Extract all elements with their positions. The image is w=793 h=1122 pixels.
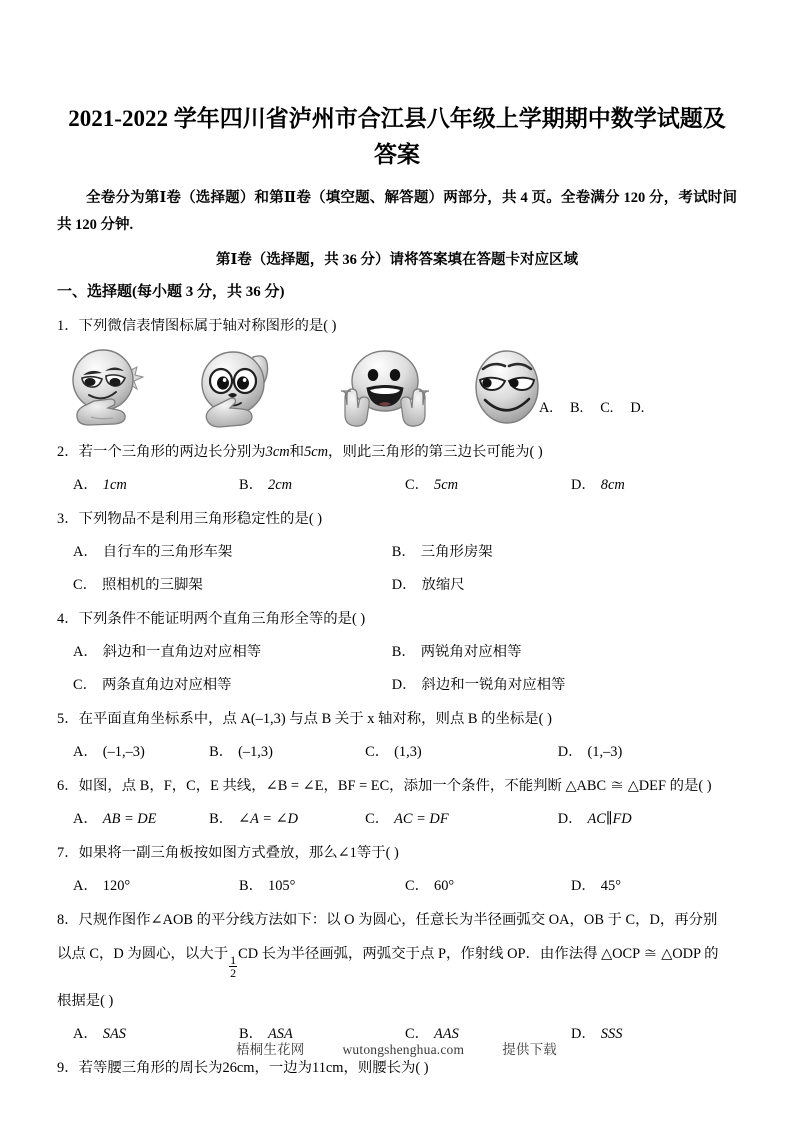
question-3-options-row-2	[57, 565, 737, 598]
question-9-stem: 9．若等腰三角形的周长为26cm，一边为11cm，则腰长为( )	[57, 1059, 429, 1076]
footer-download-note: 提供下载	[502, 1042, 558, 1057]
q2-text-2: 和	[289, 444, 305, 460]
q8-opt-c-value: AAS	[434, 1025, 459, 1042]
question-7-option-d[interactable]	[571, 874, 737, 899]
question-8-stem-line-1: 8．尺规作图作∠AOB 的平分线方法如下：以 O 为圆心，任意长为半径画弧交 OA，OB 于 C，D，再分别	[57, 912, 718, 928]
section-header-part1: 第Ⅰ卷（选择题，共 36 分）请将答案填在答题卡对应区域	[215, 252, 579, 268]
q8-opt-d-label: D．	[571, 1025, 596, 1042]
question-6-option-d[interactable]	[558, 807, 632, 832]
question-2-option-b[interactable]	[239, 473, 405, 498]
question-4-option-b[interactable]	[392, 640, 522, 665]
question-4-options-row-1	[57, 632, 737, 665]
question-1-label-b: B.	[570, 400, 584, 416]
q4-opt-a-label: A．	[73, 644, 98, 660]
q2-opt-a-value: 1cm	[102, 477, 127, 493]
page-title: 2021-2022 学年四川省泸州市合江县八年级上学期期中数学试题及答案	[68, 106, 726, 167]
q6-opt-a-label: A．	[73, 811, 98, 827]
q5-opt-b-label: B．	[209, 744, 234, 760]
q6-opt-b-label: B．	[209, 811, 234, 827]
q5-opt-d-label: D．	[557, 744, 583, 760]
question-5-option-c[interactable]	[365, 740, 558, 765]
question-4-option-d[interactable]	[392, 673, 566, 698]
question-1-option-labels	[539, 400, 661, 417]
q3-opt-b-label: B．	[391, 544, 416, 560]
emoji-smirk-thinking	[65, 347, 155, 431]
q2-opt-c-label: C．	[405, 477, 429, 493]
q2-opt-d-label: D．	[571, 477, 596, 493]
q5-opt-a-label: A．	[73, 744, 98, 760]
question-7-option-b[interactable]	[239, 874, 405, 899]
q5-opt-a-value: (–1,–3)	[102, 744, 145, 760]
q6-opt-c-value: AC = DF	[394, 811, 449, 827]
q6-opt-a-value: AB = DE	[102, 811, 157, 827]
question-4-option-a[interactable]	[73, 640, 392, 665]
question-1-stem: 1．下列微信表情图标属于轴对称图形的是( )	[57, 318, 337, 334]
q4-opt-c-value: 两条直角边对应相等	[102, 677, 232, 693]
q2-value-5cm: 5cm	[304, 444, 329, 460]
page-content	[57, 0, 737, 1081]
q5-opt-c-label: C．	[365, 744, 390, 760]
question-5-options	[57, 732, 737, 765]
q3-opt-c-label: C．	[73, 577, 97, 593]
fraction-one-half	[229, 954, 237, 979]
q7-opt-b-label: B．	[239, 878, 263, 894]
question-7-option-c[interactable]	[405, 874, 571, 899]
q3-opt-d-label: D．	[391, 577, 417, 593]
q6-opt-c-label: C．	[365, 811, 390, 827]
q8-opt-a-value: SAS	[102, 1025, 126, 1042]
question-2-option-a[interactable]	[73, 473, 239, 498]
q8-line2-before-fraction: 以点 C，D 为圆心，以大于	[57, 946, 229, 962]
question-5-option-b[interactable]	[209, 740, 365, 765]
question-3-stem: 3．下列物品不是利用三角形稳定性的是( )	[57, 511, 323, 527]
question-3-option-b[interactable]	[392, 540, 493, 565]
q3-opt-a-label: A．	[73, 544, 98, 560]
question-7-option-a[interactable]	[73, 874, 239, 899]
question-5-option-a[interactable]	[73, 740, 209, 765]
q7-opt-b-value: 105°	[268, 878, 296, 894]
q4-opt-a-value: 斜边和一直角边对应相等	[102, 644, 262, 660]
q7-opt-d-value: 45°	[600, 878, 621, 894]
q6-opt-d-label: D．	[557, 811, 583, 827]
q7-opt-a-value: 120°	[102, 878, 131, 894]
question-4-stem: 4．下列条件不能证明两个直角三角形全等的是( )	[57, 611, 366, 627]
question-6-option-a[interactable]	[73, 807, 209, 832]
q3-opt-b-value: 三角形房架	[420, 544, 493, 560]
q3-opt-d-value: 放缩尺	[421, 577, 465, 593]
question-2-option-d[interactable]	[571, 473, 737, 498]
question-6-option-b[interactable]	[209, 807, 365, 832]
question-8-stem-line-3: 根据是( )	[57, 992, 114, 1009]
question-3-option-d[interactable]	[392, 573, 465, 598]
q8-opt-d-value: SSS	[600, 1025, 623, 1042]
q2-opt-b-value: 2cm	[268, 477, 292, 493]
question-2-stem	[57, 431, 737, 465]
question-4-option-c[interactable]	[73, 673, 392, 698]
footer-site-url[interactable]: wutongshenghua.com	[342, 1042, 465, 1057]
q7-opt-d-label: D．	[571, 878, 596, 894]
q8-opt-b-label: B．	[239, 1025, 263, 1042]
question-1-label-d: D.	[630, 400, 645, 416]
emoji-wide-eyes-hand	[197, 347, 292, 431]
q5-opt-b-value: (–1,3)	[238, 744, 273, 760]
q8-opt-c-label: C．	[405, 1025, 429, 1042]
q6-opt-b-value: ∠A = ∠D	[238, 811, 299, 827]
q8-opt-b-value: ASA	[268, 1025, 293, 1042]
q2-opt-b-label: B．	[239, 477, 263, 493]
fraction-denominator: 2	[230, 966, 237, 981]
q7-opt-a-label: A．	[73, 878, 98, 894]
question-7-options	[57, 866, 737, 899]
q6-opt-d-value: AC∥FD	[587, 811, 632, 827]
question-4-options-row-2	[57, 665, 737, 698]
q2-text-3: ，则此三角形的第三边长可能为( )	[328, 444, 543, 460]
question-1-label-c: C.	[600, 400, 614, 416]
q2-opt-c-value: 5cm	[434, 477, 458, 493]
q5-opt-d-value: (1,–3)	[587, 744, 623, 760]
q4-opt-d-value: 斜边和一锐角对应相等	[421, 677, 566, 693]
q2-text-1: 2．若一个三角形的两边长分别为	[57, 444, 266, 460]
emoji-happy-hands-up	[335, 347, 435, 431]
question-5-stem: 5．在平面直角坐标系中，点 A(–1,3) 与点 B 关于 x 轴对称，则点 B 的坐标是( )	[57, 711, 552, 727]
question-3-option-c[interactable]	[73, 573, 392, 598]
question-6-options	[57, 799, 737, 832]
q2-opt-d-value: 8cm	[600, 477, 625, 493]
q3-opt-a-value: 自行车的三角形车架	[102, 544, 233, 560]
q2-opt-a-label: A．	[73, 477, 98, 493]
q8-opt-a-label: A．	[73, 1025, 98, 1042]
q4-opt-d-label: D．	[391, 677, 417, 693]
question-3-option-a[interactable]	[73, 540, 392, 565]
question-2-option-c[interactable]	[405, 473, 571, 498]
question-1-image-row	[57, 347, 737, 431]
q4-opt-b-value: 两锐角对应相等	[420, 644, 522, 660]
q4-opt-b-label: B．	[391, 644, 416, 660]
question-1-label-a: A.	[539, 400, 553, 416]
question-8-stem-line-2	[57, 933, 737, 980]
q7-opt-c-value: 60°	[434, 878, 455, 894]
q2-value-3cm: 3cm	[265, 444, 290, 460]
q4-opt-c-label: C．	[73, 677, 97, 693]
question-5-option-d[interactable]	[558, 740, 623, 765]
question-6-option-c[interactable]	[365, 807, 558, 832]
q3-opt-c-value: 照相机的三脚架	[102, 577, 203, 593]
question-3-options-row-1	[57, 532, 737, 565]
q5-opt-c-value: (1,3)	[394, 744, 422, 760]
footer-site-name: 梧桐生花网	[235, 1042, 305, 1057]
q7-opt-c-label: C．	[405, 878, 429, 894]
question-2-options	[57, 465, 737, 498]
fraction-numerator: 1	[230, 953, 237, 968]
part-header-multiple-choice: 一、选择题(每小题 3 分，共 36 分)	[57, 284, 285, 300]
page-footer	[0, 1038, 793, 1058]
exam-intro-paragraph: 全卷分为第Ⅰ卷（选择题）和第Ⅱ卷（填空题、解答题）两部分，共 4 页。全卷满分 120 分，考试时间共 120 分钟.	[57, 190, 737, 233]
emoji-smiling-face	[467, 347, 547, 431]
q8-line2-after-fraction: CD 长为半径画弧，两弧交于点 P，作射线 OP．由作法得 △OCP ≅ △ODP 的	[238, 946, 719, 962]
question-7-stem: 7．如果将一副三角板按如图方式叠放，那么∠1等于( )	[57, 845, 399, 861]
question-6-stem: 6．如图，点 B，F，C，E 共线，∠B = ∠E，BF = EC，添加一个条件，不能判断 △ABC ≅ △DEF 的是( )	[57, 778, 712, 794]
